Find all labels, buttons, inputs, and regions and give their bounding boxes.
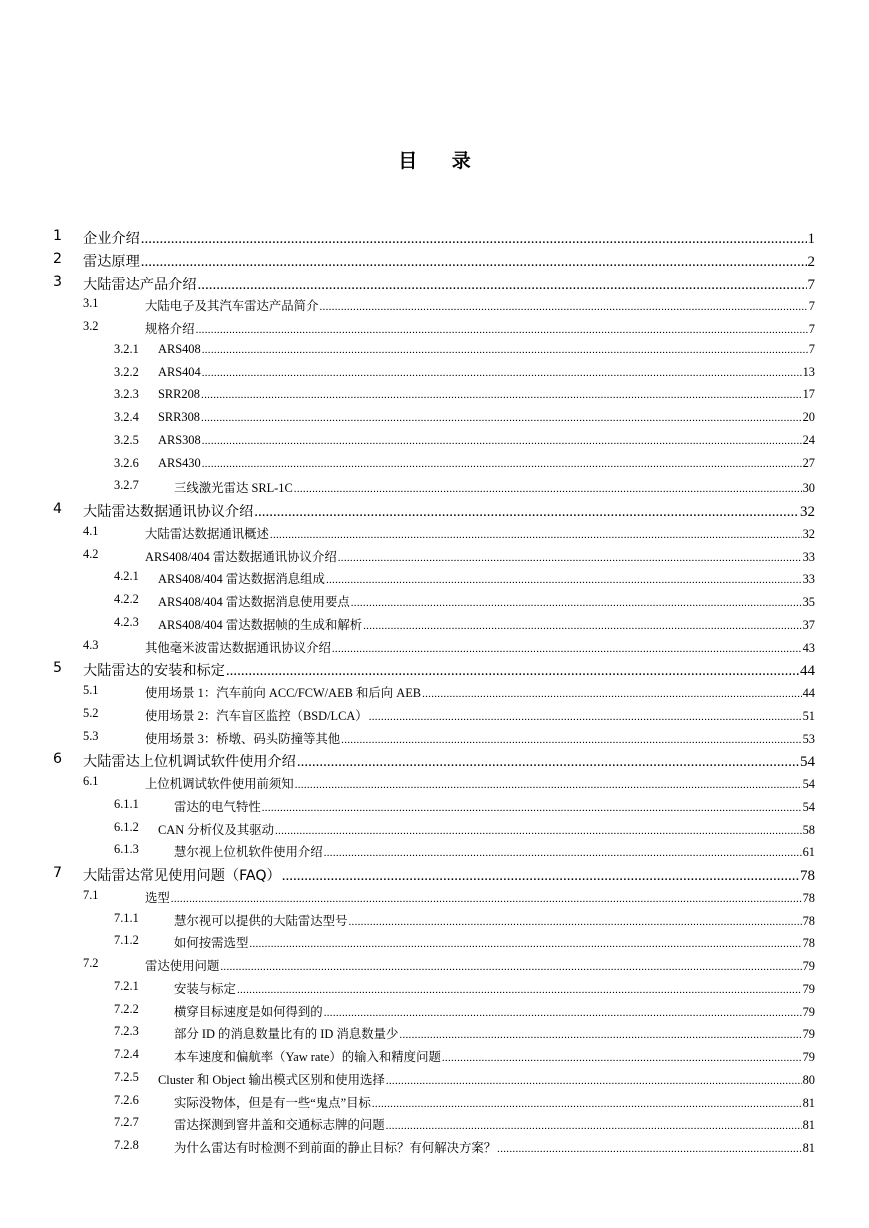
toc-entry-page: 61 <box>802 845 815 860</box>
toc-entry-title: CAN 分析仪及其驱动 <box>158 822 274 837</box>
toc-leader-dots <box>201 389 802 401</box>
toc-entry[interactable] <box>174 1115 815 1133</box>
toc-entry-number: 3.2.3 <box>114 387 139 402</box>
toc-entry-title: 雷达使用问题 <box>145 959 220 973</box>
toc-entry[interactable] <box>158 365 815 380</box>
toc-entry-title: 大陆雷达数据通讯协议介绍 <box>83 504 254 520</box>
toc-entry-number: 4.3 <box>83 637 99 652</box>
toc-entry-number: 3.2.2 <box>114 364 139 379</box>
toc-entry[interactable] <box>83 660 815 680</box>
toc-entry-page: 27 <box>802 455 815 470</box>
toc-entry-title: 大陆雷达产品介绍 <box>83 276 197 293</box>
toc-entry-page: 51 <box>802 708 815 723</box>
toc-entry[interactable] <box>158 433 815 448</box>
toc-entry-number: 1 <box>53 228 63 244</box>
toc-entry-number: 7.2.6 <box>114 1092 139 1107</box>
toc-leader-dots <box>297 754 799 771</box>
toc-leader-dots <box>249 938 801 950</box>
toc-entry-page: 7 <box>808 322 815 336</box>
toc-entry-number: 6.1 <box>83 774 99 788</box>
toc-entry-page: 53 <box>802 731 815 746</box>
toc-entry[interactable] <box>174 1002 815 1020</box>
toc-entry-number: 7 <box>53 865 63 881</box>
toc-entry[interactable] <box>158 342 815 357</box>
toc-entry-page: 1 <box>807 231 815 247</box>
toc-entry-page: 54 <box>802 799 815 814</box>
toc-entry-title: SRR208 <box>158 387 201 402</box>
toc-entry-number: 5.3 <box>83 728 99 743</box>
toc-entry[interactable] <box>174 1024 815 1042</box>
toc-entry-number: 4.2.3 <box>114 614 139 629</box>
toc-entry-title: 使用场景 1：汽车前向 ACC/FCW/AEB 和后向 AEB <box>145 686 422 700</box>
toc-entry-title: 雷达探测到窨井盖和交通标志牌的问题 <box>174 1118 385 1133</box>
toc-entry-page: 44 <box>802 686 815 700</box>
toc-entry-page: 78 <box>800 868 815 884</box>
toc-entry[interactable] <box>174 1047 815 1065</box>
toc-entry-number: 4.2 <box>83 546 99 561</box>
toc-entry-number: 3.2.4 <box>114 410 139 424</box>
toc-entry-page: 35 <box>802 595 815 609</box>
toc-entry-page: 20 <box>802 410 815 424</box>
toc-entry-title: ARS430 <box>158 455 201 470</box>
toc-entry-number: 4.1 <box>83 523 99 538</box>
toc-entry[interactable] <box>145 774 815 792</box>
toc-entry-page: 24 <box>802 432 815 447</box>
toc-entry-page: 79 <box>802 959 815 973</box>
toc-entry[interactable] <box>83 865 815 885</box>
toc-entry[interactable] <box>158 1070 815 1088</box>
toc-entry[interactable] <box>174 1138 815 1156</box>
toc-entry-title: ARS408/404 雷达数据帧的生成和解析 <box>158 617 363 632</box>
toc-leader-dots <box>332 643 802 655</box>
toc-entry-title: ARS408 <box>158 341 201 356</box>
toc-entry-number: 7.2.4 <box>114 1047 139 1061</box>
toc-entry[interactable] <box>83 251 815 271</box>
toc-entry-title: 企业介绍 <box>83 231 140 247</box>
toc-entry-title: 规格介绍 <box>145 322 195 336</box>
toc-entry[interactable] <box>158 569 815 587</box>
toc-entry[interactable] <box>174 478 815 496</box>
toc-leader-dots <box>275 825 802 837</box>
toc-entry-number: 7.2 <box>83 956 99 970</box>
toc-entry[interactable] <box>145 683 815 701</box>
toc-leader-dots <box>351 597 802 609</box>
toc-leader-dots <box>282 868 799 885</box>
toc-leader-dots <box>324 1007 802 1019</box>
toc-entry-number: 7.2.3 <box>114 1024 139 1039</box>
toc-entry-number: 7.2.1 <box>114 978 139 993</box>
toc-entry-title: 横穿目标速度是如何得到的 <box>174 1004 323 1019</box>
toc-entry-number: 7.2.5 <box>114 1069 139 1084</box>
toc-leader-dots <box>254 504 799 521</box>
toc-entry-title: ARS408/404 雷达数据通讯协议介绍 <box>145 549 337 564</box>
toc-leader-dots <box>237 984 802 996</box>
toc-entry-title: 为什么雷达有时检测不到前面的静止目标？有何解决方案？ <box>174 1141 497 1155</box>
toc-entry-number: 6.1.3 <box>114 842 139 857</box>
toc-entry-page: 81 <box>802 1118 815 1133</box>
toc-leader-dots <box>372 1098 802 1110</box>
toc-entry[interactable] <box>145 706 815 724</box>
toc-entry[interactable] <box>158 387 815 402</box>
toc-entry-number: 3.2.5 <box>114 432 139 447</box>
toc-entry[interactable] <box>145 296 815 314</box>
toc-leader-dots <box>295 779 802 791</box>
toc-entry-page: 2 <box>807 253 815 270</box>
toc-entry-page: 32 <box>800 504 815 520</box>
toc-entry-number: 5.1 <box>83 683 99 697</box>
toc-entry[interactable] <box>174 797 815 815</box>
toc-entry-page: 54 <box>802 777 815 791</box>
toc-entry-page: 37 <box>802 617 815 632</box>
toc-entry-title: 选型 <box>145 890 170 905</box>
toc-entry-page: 78 <box>802 936 815 951</box>
toc-entry-title: 使用场景 2：汽车盲区监控（BSD/LCA） <box>145 708 368 723</box>
toc-entry[interactable] <box>83 751 815 771</box>
toc-leader-dots <box>262 802 802 814</box>
toc-entry-number: 6.1.1 <box>114 796 139 811</box>
toc-leader-dots <box>226 663 799 680</box>
toc-entry-page: 54 <box>800 754 815 771</box>
toc-entry-number: 3.2.6 <box>114 455 139 470</box>
toc-entry-page: 33 <box>802 549 815 564</box>
toc-entry-title: 大陆电子及其汽车雷达产品简介 <box>145 299 319 314</box>
toc-leader-dots <box>338 552 802 564</box>
toc-entry-page: 78 <box>802 913 815 928</box>
toc-entry-number: 4.2.2 <box>114 592 139 606</box>
toc-entry-number: 7.1 <box>83 887 99 902</box>
toc-entry-number: 7.2.8 <box>114 1138 139 1152</box>
toc-entry-page: 43 <box>802 640 815 655</box>
toc-entry-title: 慧尔视上位机软件使用介绍 <box>174 845 323 860</box>
toc-entry[interactable] <box>158 456 815 471</box>
toc-entry[interactable] <box>158 410 815 425</box>
toc-entry-title: 本车速度和偏航率（Yaw rate）的输入和精度问题 <box>174 1050 441 1064</box>
toc-entry-title: 部分 ID 的消息数量比有的 ID 消息数量少 <box>174 1027 399 1042</box>
toc-entry-page: 7 <box>807 276 815 293</box>
toc-entry-page: 81 <box>802 1141 815 1155</box>
toc-entry-page: 79 <box>802 1027 815 1042</box>
toc-entry-number: 4 <box>53 501 63 517</box>
toc-leader-dots <box>348 916 801 928</box>
toc-leader-dots <box>141 254 807 271</box>
toc-entry-page: 32 <box>802 526 815 541</box>
toc-entry-title: 慧尔视可以提供的大陆雷达型号 <box>174 913 348 928</box>
toc-leader-dots <box>386 1120 802 1132</box>
toc-entry-title: 其他毫米波雷达数据通讯协议介绍 <box>145 640 331 655</box>
toc-entry-page: 33 <box>802 572 815 587</box>
toc-entry-number: 3.2.7 <box>114 478 139 493</box>
toc-entry-title: Cluster 和 Object 输出模式区别和使用选择 <box>158 1072 385 1087</box>
toc-entry-number: 7.1.2 <box>114 933 139 948</box>
toc-entry-title: 安装与标定 <box>174 981 236 996</box>
toc-entry-number: 5 <box>53 660 63 677</box>
toc-entry-title: 大陆雷达数据通讯概述 <box>145 526 269 541</box>
toc-entry-title: 使用场景 3：桥墩、码头防撞等其他 <box>145 731 341 746</box>
toc-entry-title: ARS408/404 雷达数据消息使用要点 <box>158 595 350 609</box>
toc-entry-number: 3.1 <box>83 296 99 311</box>
toc-leader-dots <box>202 367 802 379</box>
toc-entry-title: 大陆雷达上位机调试软件使用介绍 <box>83 754 296 771</box>
toc-entry-number: 6.1.2 <box>114 819 139 834</box>
toc-entry-page: 44 <box>800 663 815 680</box>
toc-entry-page: 80 <box>802 1072 815 1087</box>
toc-leader-dots <box>141 231 807 248</box>
toc-entry-title: 雷达原理 <box>83 253 140 270</box>
toc-entry[interactable] <box>174 842 815 860</box>
toc-entry-page: 17 <box>802 387 815 402</box>
toc-leader-dots <box>341 734 801 746</box>
toc-leader-dots <box>294 483 802 495</box>
toc-entry[interactable] <box>174 1093 815 1111</box>
toc-entry[interactable] <box>145 729 815 747</box>
toc-leader-dots <box>442 1052 802 1064</box>
toc-leader-dots <box>202 344 808 356</box>
toc-leader-dots <box>270 529 802 541</box>
toc-leader-dots <box>363 620 801 632</box>
toc-entry-title: 雷达的电气特性 <box>174 799 261 814</box>
toc-entry[interactable] <box>174 979 815 997</box>
toc-leader-dots <box>202 435 802 447</box>
toc-entry[interactable] <box>158 592 815 610</box>
toc-entry[interactable] <box>145 319 815 337</box>
toc-leader-dots <box>171 893 802 905</box>
toc-entry-page: 7 <box>808 341 815 356</box>
toc-entry-number: 3.2.1 <box>114 341 139 356</box>
toc-entry-number: 3 <box>53 273 63 290</box>
toc-entry-page: 81 <box>802 1095 815 1110</box>
toc-leader-dots <box>198 277 807 294</box>
toc-leader-dots <box>220 961 801 973</box>
toc-entry[interactable] <box>158 615 815 633</box>
toc-title: 目 录 <box>398 150 485 172</box>
toc-entry-page: 30 <box>802 481 815 496</box>
toc-leader-dots <box>196 324 808 336</box>
toc-entry-page: 79 <box>802 1004 815 1019</box>
toc-entry-number: 4.2.1 <box>114 569 139 584</box>
toc-entry[interactable] <box>83 501 815 521</box>
toc-entry-title: 三线激光雷达 SRL-1C <box>174 481 293 496</box>
toc-entry-number: 3.2 <box>83 319 99 333</box>
toc-entry[interactable] <box>174 933 815 951</box>
toc-leader-dots <box>326 574 802 586</box>
toc-leader-dots <box>497 1143 801 1155</box>
toc-entry-number: 7.2.2 <box>114 1001 139 1016</box>
toc-entry-page: 79 <box>802 981 815 996</box>
toc-entry[interactable] <box>145 524 815 542</box>
toc-leader-dots <box>399 1029 801 1041</box>
toc-entry-number: 5.2 <box>83 705 99 720</box>
toc-leader-dots <box>422 688 802 700</box>
toc-entry-title: SRR308 <box>158 410 201 424</box>
toc-entry-number: 7.2.7 <box>114 1115 139 1130</box>
toc-leader-dots <box>201 412 802 424</box>
toc-entry-page: 78 <box>802 890 815 905</box>
toc-entry[interactable] <box>145 956 815 974</box>
toc-entry[interactable] <box>83 274 815 294</box>
toc-leader-dots <box>319 301 807 313</box>
toc-entry-title: 实际没物体，但是有一些“鬼点”目标 <box>174 1095 371 1110</box>
toc-entry[interactable] <box>158 820 815 838</box>
toc-leader-dots <box>324 847 802 859</box>
toc-entry-page: 58 <box>802 822 815 837</box>
toc-entry-title: ARS404 <box>158 364 201 379</box>
toc-entry[interactable] <box>83 228 815 248</box>
toc-leader-dots <box>386 1075 802 1087</box>
toc-entry-number: 6 <box>53 751 63 768</box>
toc-entry[interactable] <box>145 888 815 906</box>
toc-entry[interactable] <box>145 638 815 656</box>
toc-entry[interactable] <box>145 547 815 565</box>
toc-entry-title: ARS408/404 雷达数据消息组成 <box>158 572 325 587</box>
toc-entry-number: 2 <box>53 250 63 267</box>
toc-entry-page: 7 <box>808 299 815 314</box>
toc-entry-title: 如何按需选型 <box>174 936 249 951</box>
toc-entry[interactable] <box>174 911 815 929</box>
toc-entry-title: 上位机调试软件使用前须知 <box>145 777 294 791</box>
toc-entry-number: 7.1.1 <box>114 910 139 925</box>
toc-entry-page: 79 <box>802 1050 815 1064</box>
toc-leader-dots <box>202 458 802 470</box>
toc-entry-page: 13 <box>802 364 815 379</box>
toc-leader-dots <box>369 711 802 723</box>
toc-entry-title: 大陆雷达常见使用问题（FAQ） <box>83 868 281 884</box>
toc-entry-title: ARS308 <box>158 432 201 447</box>
toc-entry-title: 大陆雷达的安装和标定 <box>83 663 225 680</box>
